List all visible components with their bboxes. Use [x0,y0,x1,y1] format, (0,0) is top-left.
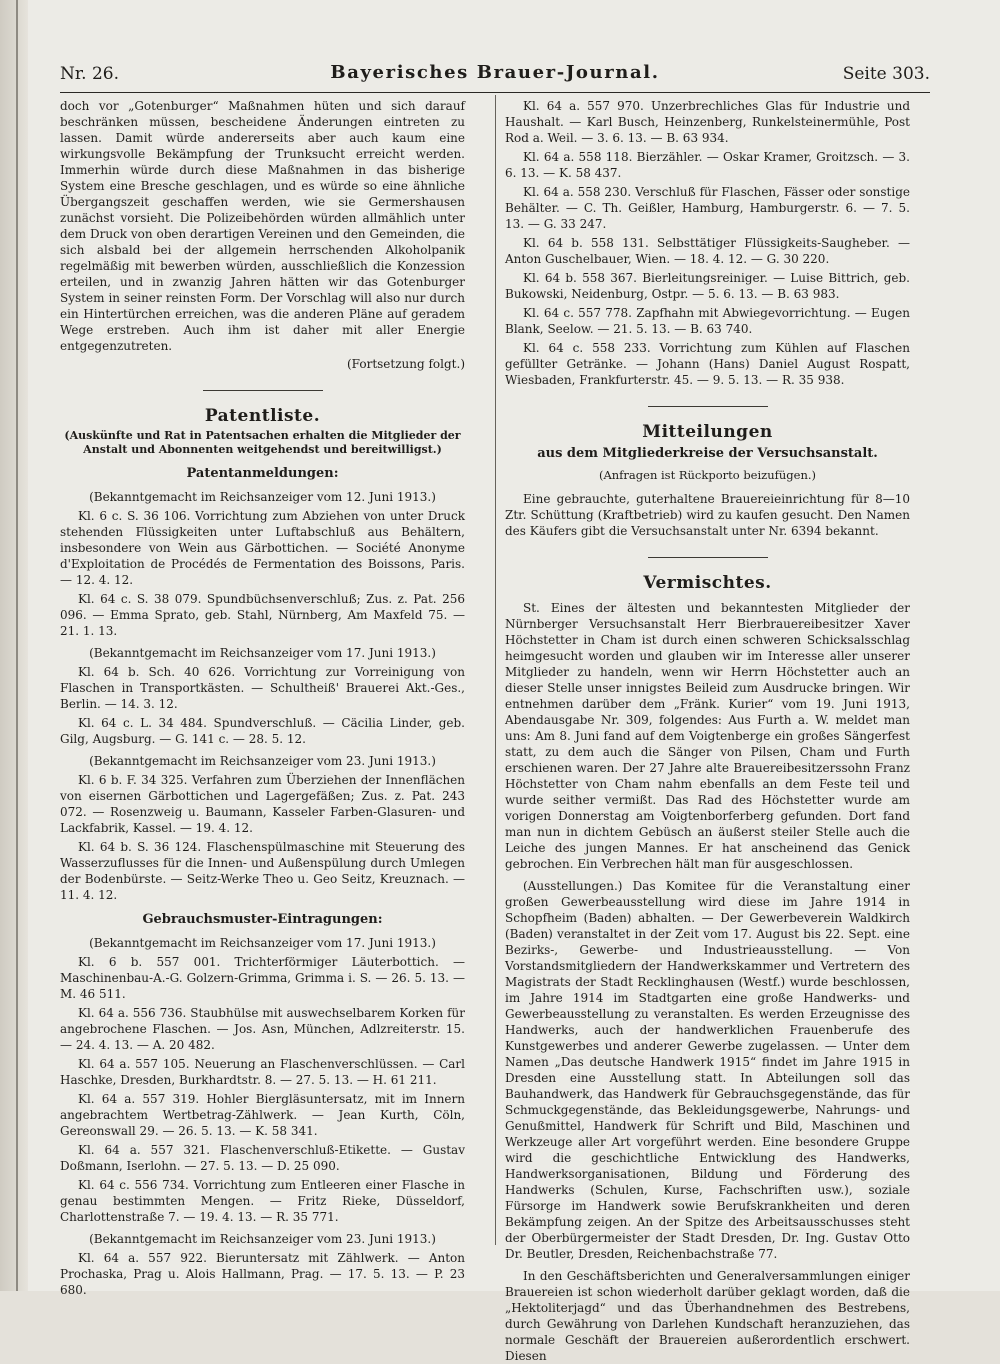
patent-entry: Kl. 64 c. S. 38 079. Spundbüchsenverschluß; Zus. z. Pat. 256 096. — Emma Sprato, geb. Stahl, Nürnberg, Am Maxfeld 75. — 21. 1. 13. [60,592,465,638]
utility-model-entry: Kl. 64 b. 558 367. Bierleitungsreiniger. — Luise Bittrich, geb. Bukowski, Neidenburg, Ostpr. — 5. 6. 13. — B. 63 983. [505,271,910,301]
utility-model-entry: Kl. 64 a. 557 321. Flaschenverschluß-Etikette. — Gustav Doßmann, Iserlohn. — 27. 5. 13. — D. 25 090. [60,1143,465,1173]
utility-model-entry: Kl. 64 a. 558 230. Verschluß für Flaschen, Fässer oder sonstige Behälter. — C. Th. Geißler, Hamburg, Hamburgerstr. 6. — 7. 5. 13. — G. 33 247. [505,185,910,231]
spine-edge [16,0,18,1291]
article-continuation-text: doch vor „Gotenburger“ Maßnahmen hüten und sich darauf beschränken müssen, bescheidene Änderungen eintreten zu lassen. Damit würde andererseits aber auch kaum eine wirkungsvolle Bekämpfung der Trunksucht erreicht werden. Immerhin würde durch diese Maßnahmen in das bisherige System eine Bresche geschlagen, und es würde so eine ähnliche Übergangszeit geschaffen werden, wie sie Germershausen zunächst vorsieht. Die Polizeibehörden würden allmählich unter dem Druck von oben derartigen Vereinen und den Gemeinden, die sich alsbald bei der allgemein herrschenden Alkoholpanik regelmäßig mit bewerben würden, ausschließlich die Konzession erteilen, und in zwanzig Jahren hätten wir das Gotenburger System in seiner reinsten Form. Der Vorschlag will also nur durch ein Hintertürchen erreichen, was die anderen Pläne auf geradem Wege erstreben. Auch ihm ist daher mit aller Energie entgegenzutreten. [60,99,465,353]
announcements-title: Mitteilungen [642,422,773,442]
patent-entry: Kl. 6 c. S. 36 106. Vorrichtung zum Abziehen von unter Druck stehenden Flüssigkeiten unter Luftabschluß aus Behältern, insbesondere von Wein aus Gärbottichen. — Société Anonyme d'Exploitation de Procédés de Fermentation des Boissons, Paris. — 12. 4. 12. [60,509,465,587]
issue-number: Nr. 26. [60,64,119,84]
section-rule [648,406,768,407]
news-paragraph: (Ausstellungen.) Das Komitee für die Veranstaltung einer großen Gewerbeausstellung wird diese im Jahre 1914 in Schopfheim (Baden) abhalten. — Der Gewerbeverein Waldkirch (Baden) veranstaltet in der Zeit vom 17. August bis 22. Sept. eine Bezirks-, Gewerbe- und Industrieausstellung. — Von Vorstandsmitgliedern der Handwerkskammer und Vertretern des Magistrats der Stadt Recklinghausen (Westf.) wurde beschlossen, im Jahre 1914 im Stadtgarten eine große Handwerks- und Gewerbeausstellung zu veranstalten. Es werden Erzeugnisse des Handwerks, auch der handwerklichen Frauenberufe des Kunstgewerbes und anderer Gewerbe zugelassen. — Unter dem Namen „Das deutsche Handwerk 1915“ findet im Jahre 1915 in Dresden eine Ausstellung statt. In Abteilungen soll das Bauhandwerk, das Handwerk für Gebrauchsgegenstände, das für Schmuckgegenstände, das Bekleidungsgewerbe, Nahrungs- und Genußmittel, Handwerk für Schrift und Bild, Maschinen und Werkzeuge aller Art vorgeführt werden. Eine besondere Gruppe wird die geschichtliche Entwicklung des Handwerks, Handwerksorganisationen, Bildung und Förderung des Handwerks (Schulen, Kurse, Fachschriften usw.), soziale Fürsorge im Handwerk sowie Berufskrankheiten und deren Bekämpfung zeigen. An der Spitze des Arbeitsausschusses steht der Oberbürgermeister der Stadt Dresden, Dr. Ing. Gustav Otto Dr. Beutler, Dresden, Reichenbachstraße 77. [505,879,910,1261]
announcement-date: (Bekanntgemacht im Reichsanzeiger vom 23. Juni 1913.) [89,1232,436,1246]
continued-note: (Fortsetzung folgt.) [347,357,465,371]
miscellaneous-title: Vermischtes. [643,573,772,593]
utility-model-entry: Kl. 64 a. 556 736. Staubhülse mit auswechselbarem Korken für angebrochene Flaschen. — Jos. Asn, München, Adlzreiterstr. 15. — 24. 4. 13. — A. 20 482. [60,1006,465,1052]
utility-models-heading: Gebrauchsmuster-Eintragungen: [142,912,383,927]
postage-note: (Anfragen ist Rückporto beizufügen.) [598,468,817,482]
announcement-text: Eine gebrauchte, guterhaltene Brauereieinrichtung für 8—10 Ztr. Schüttung (Kraftbetrieb) wird zu kaufen gesucht. Den Namen des Käufers gibt die Versuchsanstalt unter Nr. 6394 bekannt. [505,492,910,538]
patent-entry: Kl. 64 c. L. 34 484. Spundverschluß. — Cäcilia Linder, geb. Gilg, Augsburg. — G. 141 c. — 28. 5. 12. [60,716,465,746]
journal-page [28,0,1000,1363]
utility-model-entry: Kl. 64 a. 557 922. Bieruntersatz mit Zählwerk. — Anton Prochaska, Prag u. Alois Hallmann, Prag. — 17. 5. 13. — P. 23 680. [60,1251,465,1297]
announcement-date: (Bekanntgemacht im Reichsanzeiger vom 17. Juni 1913.) [89,936,436,950]
utility-model-entry: Kl. 64 b. 558 131. Selbsttätiger Flüssigkeits-Saugheber. — Anton Guschelbauer, Wien. — 18. 4. 12. — G. 30 220. [505,236,910,266]
news-paragraph: St. Eines der ältesten und bekanntesten Mitglieder der Nürnberger Versuchsanstalt Herr Bierbrauereibesitzer Xaver Höchstetter in Cham ist durch einen schweren Schicksalsschlag heimgesucht worden und glauben wir im Interesse aller unserer Mitglieder zu handeln, wenn wir Herrn Höchstetter auch an dieser Stelle unser innigstes Beileid zum Ausdrucke bringen. Wir entnehmen darüber dem „Fränk. Kurier“ vom 19. Juni 1913, Abendausgabe Nr. 309, folgendes: Aus Furth a. W. meldet man uns: Am 8. Juni fand auf dem Voigtenberge ein großes Sängerfest statt, zu dem auch die Sänger von Pilsen, Cham und Furth erschienen waren. Der 27 Jahre alte Brauereibesitzerssohn Franz Höchstetter von Cham nahm ebenfalls an dem Feste teil und wurde seither vermißt. Das Rad des Höchstetter wurde am vorigen Donnerstag am Voigtenborferberg gefunden. Dort fand man nun in dichtem Gebüsch an äußerst steiler Stelle auch die Leiche des jungen Mannes. Er hat anscheinend das Genick gebrochen. Ein Verbrechen hält man für ausgeschlossen. [505,601,910,871]
section-rule [203,390,323,391]
announcement-date: (Bekanntgemacht im Reichsanzeiger vom 23. Juni 1913.) [89,754,436,768]
patent-list-subtitle: (Auskünfte und Rat in Patentsachen erhalten die Mitglieder der Anstalt und Abonnenten weitgehendst und bereitwilligst.) [64,429,461,456]
section-rule [648,557,768,558]
journal-title: Bayerisches Brauer-Journal. [330,62,660,83]
book-spine [0,0,28,1291]
utility-model-entry: Kl. 64 a. 557 105. Neuerung an Flaschenverschlüssen. — Carl Haschke, Dresden, Burkhardtstr. 8. — 27. 5. 13. — H. 61 211. [60,1057,465,1087]
patent-entry: Kl. 64 b. Sch. 40 626. Vorrichtung zur Vorreinigung von Flaschen in Transportkästen. — Schultheiß' Brauerei Akt.-Ges., Berlin. — 14. 3. 12. [60,665,465,711]
patent-entry: Kl. 64 b. S. 36 124. Flaschenspülmaschine mit Steuerung des Wasserzuflusses für die Innen- und Außenspülung durch Umlegen der Bodenbürste. — Seitz-Werke Theo u. Geo Seitz, Kreuznach. — 11. 4. 12. [60,840,465,902]
utility-model-entry: Kl. 64 a. 558 118. Bierzähler. — Oskar Kramer, Groitzsch. — 3. 6. 13. — K. 58 437. [505,150,910,180]
announcement-date: (Bekanntgemacht im Reichsanzeiger vom 17. Juni 1913.) [89,646,436,660]
patent-list-title: Patentliste. [204,406,321,426]
patent-entry: Kl. 6 b. F. 34 325. Verfahren zum Überziehen der Innenflächen von eisernen Gärbottichen und Lagergefäßen; Zus. z. Pat. 243 072. — Rosenzweig u. Baumann, Kasseler Farben-Glasuren- und Lackfabrik, Kassel. — 19. 4. 12. [60,773,465,835]
utility-model-entry: Kl. 6 b. 557 001. Trichterförmiger Läuterbottich. — Maschinenbau-A.-G. Golzern-Grimma, Grimma i. S. — 26. 5. 13. — M. 46 511. [60,955,465,1001]
utility-model-entry: Kl. 64 c. 558 233. Vorrichtung zum Kühlen auf Flaschen gefüllter Getränke. — Johann (Hans) Daniel August Rospatt, Wiesbaden, Frankfurterstr. 45. — 9. 5. 13. — R. 35 938. [505,341,910,387]
column-divider [495,95,496,1245]
header-rule [60,92,930,93]
news-paragraph: In den Geschäftsberichten und Generalversammlungen einiger Brauereien ist schon wiederholt darüber geklagt worden, daß die „Hektoliterjagd“ und das Überhandnehmen des Bestrebens, durch Gewährung von Darlehen Kundschaft heranzuziehen, das normale Geschäft der Brauereien außerordentlich erschwert. Diesen [505,1269,910,1363]
left-column [60,98,465,1297]
announcements-subtitle: aus dem Mitgliederkreise der Versuchsanstalt. [537,446,878,461]
right-column [505,98,910,1363]
utility-model-entry: Kl. 64 a. 557 319. Hohler Biergläsuntersatz, mit im Innern angebrachtem Wertbetrag-Zählwerk. — Jean Kurth, Cöln, Gereonswall 29. — 26. 5. 13. — K. 58 341. [60,1092,465,1138]
announcement-date: (Bekanntgemacht im Reichsanzeiger vom 12. Juni 1913.) [89,490,436,504]
page-header [60,64,930,88]
utility-model-entry: Kl. 64 c. 556 734. Vorrichtung zum Entleeren einer Flasche in genau bestimmten Mengen. — Fritz Rieke, Düsseldorf, Charlottenstraße 7. — 19. 4. 13. — R. 35 771. [60,1178,465,1224]
utility-model-entry: Kl. 64 c. 557 778. Zapfhahn mit Abwiegevorrichtung. — Eugen Blank, Seelow. — 21. 5. 13. — B. 63 740. [505,306,910,336]
utility-model-entry: Kl. 64 a. 557 970. Unzerbrechliches Glas für Industrie und Haushalt. — Karl Busch, Heinzenberg, Runkelsteinermühle, Post Rod a. Weil. — 3. 6. 13. — B. 63 934. [505,99,910,145]
patent-applications-heading: Patentanmeldungen: [186,466,339,481]
page-number: Seite 303. [842,64,930,84]
